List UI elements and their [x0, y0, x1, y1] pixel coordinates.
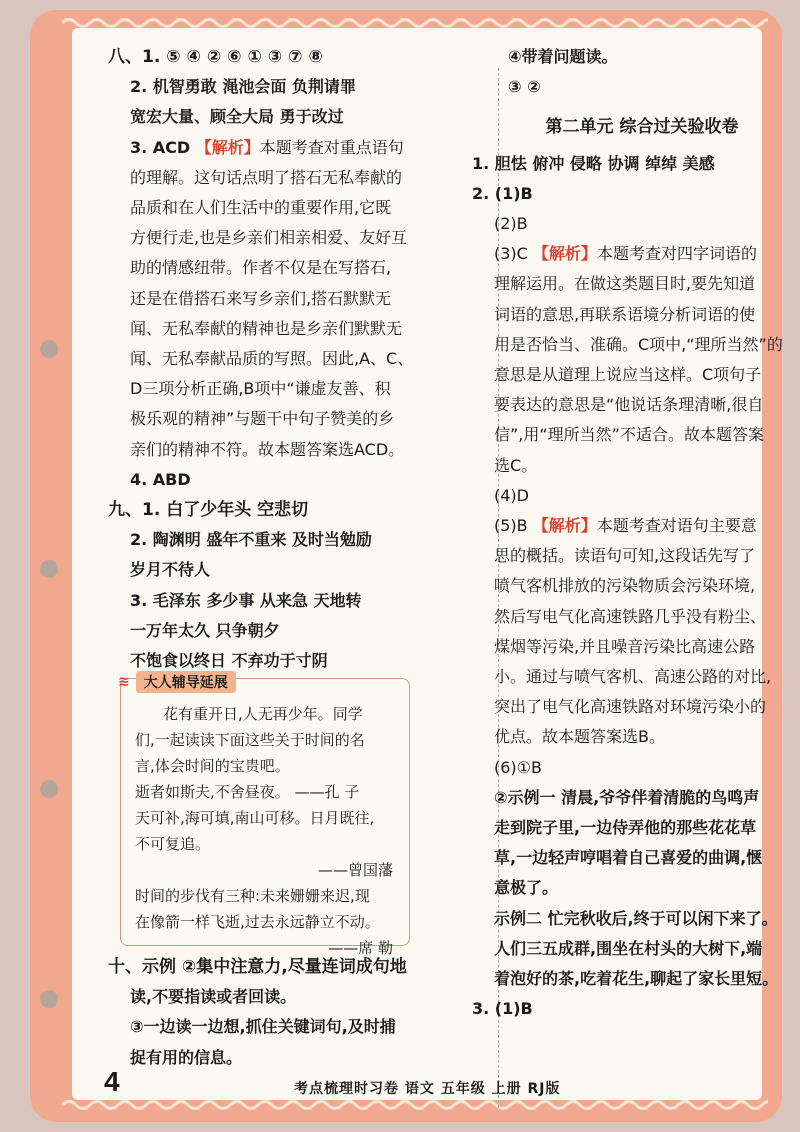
text-line: [108, 525, 426, 555]
text-line: [108, 42, 426, 72]
text-line: [472, 390, 800, 420]
text-line: [472, 722, 800, 752]
line-text: ④带着问题读。: [508, 47, 618, 66]
line-text: 3. (1)B: [472, 999, 533, 1019]
line-text: 闻、无私奉献品质的写照。因此,A、C、: [130, 349, 414, 369]
line-text: 本题考查对四字词语的: [596, 244, 757, 264]
text-line: [108, 253, 426, 283]
text-line: [472, 481, 800, 511]
line-text: 言,体会时间的宝贵吧。: [135, 757, 290, 775]
text-line: [108, 1043, 426, 1073]
line-text: 意极了。: [494, 878, 559, 898]
line-text: 不饱食以终日 不弃功于寸阴: [130, 651, 328, 671]
text-line: [135, 701, 399, 727]
line-text: 极乐观的精神”与题干中句子赞美的乡: [130, 409, 395, 429]
line-text: 2. (1)B: [472, 183, 533, 203]
text-line: [472, 330, 800, 360]
line-text: 本题考查对语句主要意: [596, 516, 757, 536]
unit-title: 第二单元 综合过关验收卷: [545, 117, 739, 138]
text-line: [135, 857, 399, 883]
line-text: 亲们的精神不符。故本题答案选ACD。: [130, 439, 405, 459]
text-line: [108, 555, 426, 585]
line-text: 不可复追。: [135, 835, 211, 853]
binding-hole: [40, 780, 58, 798]
text-line: [472, 904, 800, 934]
text-line: [108, 404, 426, 434]
text-line: [472, 149, 800, 179]
line-text: 的理解。这句话点明了搭石无私奉献的: [130, 167, 403, 187]
line-text: (2)B: [494, 214, 528, 234]
text-line: [472, 511, 800, 541]
text-line: [108, 133, 426, 163]
line-text: ③ ②: [508, 77, 541, 97]
line-text: 岁月不待人: [130, 560, 211, 580]
line-text: 走到院子里,一边侍弄他的那些花花草: [494, 818, 757, 838]
text-line: [472, 42, 800, 72]
text-line: [108, 193, 426, 223]
line-text: 选C。: [494, 455, 538, 475]
analysis-tag: 【解析】: [532, 244, 597, 264]
line-text: 优点。故本题答案选B。: [494, 727, 665, 747]
line-text: 闻、无私奉献的精神也是乡亲们默默无: [130, 318, 403, 338]
line-text: ——曾国藩: [317, 861, 393, 879]
text-line: [472, 662, 800, 692]
line-text: 喷气客机排放的污染物质会污染环境,: [494, 576, 756, 596]
extension-box-title: 大人辅导延展: [136, 671, 236, 693]
line-text: 着泡好的茶,吃着花生,聊起了家长里短。: [494, 969, 779, 989]
line-text: 人们三五成群,围坐在村头的大树下,端: [494, 938, 763, 958]
line-text: 用是否恰当、准确。C项中,“理所当然”的: [494, 334, 783, 354]
left-column: [108, 42, 426, 676]
left-column-bottom: [108, 952, 426, 1073]
text-line: [472, 239, 800, 269]
text-line: [108, 465, 426, 495]
page-footer: [104, 1066, 744, 1100]
line-text: 天可补,海可填,南山可移。日月既往,: [135, 809, 375, 827]
text-line: [135, 831, 399, 857]
line-text: 2. 机智勇敢 渑池会面 负荆请罪: [130, 77, 356, 97]
line-text: 本题考查对重点语句: [259, 137, 404, 157]
binding-hole: [40, 560, 58, 578]
line-text: 小。通过与喷气客机、高速公路的对比,: [494, 667, 772, 687]
text-line: [472, 451, 800, 481]
text-line: [472, 692, 800, 722]
text-line: [108, 616, 426, 646]
text-line: [108, 495, 426, 525]
text-line: [472, 602, 800, 632]
line-text: 3. 毛泽东 多少事 从来急 天地转: [130, 590, 362, 610]
text-line: [135, 909, 399, 935]
line-text: 读,不要指读或者回读。: [130, 987, 297, 1007]
text-line: [472, 179, 800, 209]
line-text: 突出了电气化高速铁路对环境污染小的: [494, 697, 767, 717]
text-line: [472, 269, 800, 299]
text-line: [472, 360, 800, 390]
text-line: [472, 571, 800, 601]
line-text: ——席 勒: [328, 939, 393, 957]
line-text: 捉有用的信息。: [130, 1047, 243, 1067]
analysis-tag: 【解析】: [195, 137, 260, 157]
text-line: [108, 223, 426, 253]
text-line: [108, 344, 426, 374]
extension-box-tag: [118, 670, 236, 694]
line-text: 宽宏大量、顾全大局 勇于改过: [130, 107, 344, 127]
line-text: 八、1. ⑤ ④ ② ⑥ ① ③ ⑦ ⑧: [108, 47, 323, 67]
text-line: [135, 753, 399, 779]
line-text: 九、1. 白了少年头 空悲切: [108, 500, 309, 521]
binding-hole: [40, 990, 58, 1008]
line-text: 词语的意思,再联系语境分析词语的使: [494, 304, 756, 324]
line-text: 煤烟等污染,并且噪音污染比高速公路: [494, 636, 756, 656]
text-line: [472, 994, 800, 1024]
footer-text: 考点梳理时习卷 语文 五年级 上册 RJ版: [294, 1081, 561, 1097]
text-line: [472, 72, 800, 102]
text-line: [108, 72, 426, 102]
text-line: [108, 374, 426, 404]
text-line: [472, 420, 800, 450]
text-line: [135, 805, 399, 831]
line-text: ③一边读一边想,抓住关键词句,及时捕: [130, 1017, 396, 1037]
text-line: [135, 883, 399, 909]
text-line: [108, 102, 426, 132]
line-text: D三项分析正确,B项中“谦虚友善、积: [130, 379, 391, 399]
line-text: 助的情感纽带。作者不仅是在写搭石,: [130, 258, 392, 278]
line-text: 在像箭一样飞逝,过去永远静立不动。: [135, 913, 380, 931]
line-text: 花有重开日,人无再少年。同学: [163, 705, 363, 723]
line-text: 思的概括。读语句可知,这段话先写了: [494, 546, 756, 566]
right-column: [472, 42, 800, 1025]
text-line: [108, 314, 426, 344]
line-text: 理解运用。在做这类题目时,要先知道: [494, 274, 756, 294]
line-text: 2. 陶渊明 盛年不重来 及时当勉励: [130, 530, 372, 550]
wave-lines-icon: ≋: [118, 674, 130, 690]
line-text: (5)B: [494, 516, 533, 536]
line-text: 方便行走,也是乡亲们相亲相爱、友好互: [130, 228, 408, 248]
text-line: [472, 209, 800, 239]
text-line: [472, 783, 800, 813]
text-line: [472, 843, 800, 873]
line-text: 意思是从道理上说应当这样。C项句子: [494, 365, 762, 385]
line-text: 品质和在人们生活中的重要作用,它既: [130, 198, 392, 218]
line-text: 然后写电气化高速铁路几乎没有粉尘、: [494, 606, 767, 626]
text-line: [108, 163, 426, 193]
text-line: [472, 934, 800, 964]
line-text: 1. 胆怯 俯冲 侵略 协调 绰绰 美感: [472, 153, 715, 173]
text-line: [472, 541, 800, 571]
line-text: (4)D: [494, 485, 529, 505]
text-line: [472, 632, 800, 662]
line-text: (6)①B: [494, 757, 542, 777]
text-line: [108, 1012, 426, 1042]
line-text: 信”,用“理所当然”不适合。故本题答案: [494, 425, 764, 445]
text-line: [472, 873, 800, 903]
text-line: [135, 779, 399, 805]
line-text: ②示例一 清晨,爷爷伴着清脆的鸟鸣声: [494, 787, 760, 807]
line-text: (3)C: [494, 244, 533, 264]
text-line: [108, 284, 426, 314]
extension-box: [120, 678, 410, 957]
line-text: 示例二 忙完秋收后,终于可以闲下来了。: [494, 908, 778, 928]
text-line: [472, 813, 800, 843]
text-line: [108, 435, 426, 465]
line-text: 草,一边轻声哼唱着自己喜爱的曲调,惬: [494, 848, 763, 868]
line-text: 要表达的意思是“他说话条理清晰,很自: [494, 395, 764, 415]
text-line: [472, 300, 800, 330]
line-text: 还是在借搭石来写乡亲们,搭石默默无: [130, 288, 392, 308]
line-text: 十、示例 ②集中注意力,尽量连词成句地: [108, 957, 407, 977]
line-text: 3. ACD: [130, 137, 196, 157]
text-line: [108, 982, 426, 1012]
binding-hole: [40, 340, 58, 358]
text-line: [135, 935, 399, 961]
analysis-tag: 【解析】: [532, 516, 597, 536]
wavy-border-bottom: [62, 1098, 768, 1112]
line-text: 们,一起读读下面这些关于时间的名: [135, 731, 365, 749]
text-line: [472, 753, 800, 783]
text-line: [135, 727, 399, 753]
text-line: [108, 586, 426, 616]
line-text: 时间的步伐有三种:未来姗姗来迟,现: [135, 887, 370, 905]
line-text: 一万年太久 只争朝夕: [130, 620, 280, 640]
line-text: 4. ABD: [130, 469, 191, 489]
page-number: 4: [104, 1066, 120, 1097]
line-text: 逝者如斯夫,不舍昼夜。 ——孔 子: [135, 783, 360, 801]
text-line: [472, 964, 800, 994]
